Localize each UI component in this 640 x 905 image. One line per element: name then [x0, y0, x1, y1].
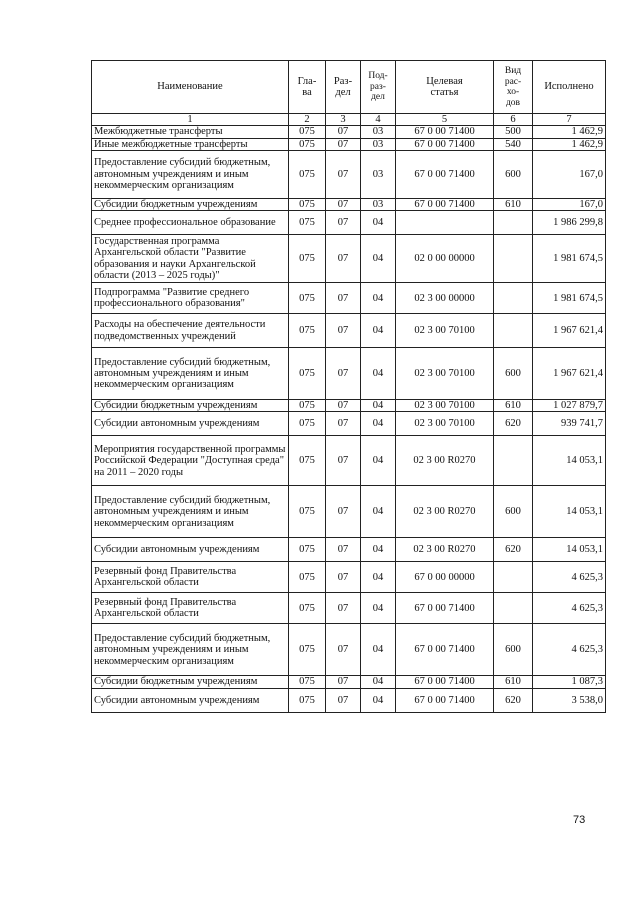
row-executed: 1 027 879,7 — [533, 400, 606, 412]
row-chapter: 075 — [289, 562, 326, 593]
column-number-row — [92, 114, 606, 126]
table-row — [92, 538, 606, 562]
row-target-article: 02 3 00 70100 — [396, 400, 494, 412]
row-name: Предоставление субсидий бюджетным, автономным учреждениям и иным некоммерческим организациям — [92, 486, 289, 538]
row-target-article: 67 0 00 71400 — [396, 676, 494, 688]
row-expense-type: 540 — [494, 138, 533, 150]
row-chapter: 075 — [289, 593, 326, 624]
table-row — [92, 436, 606, 486]
row-executed: 1 462,9 — [533, 138, 606, 150]
row-subsection: 04 — [361, 436, 396, 486]
row-target-article: 02 3 00 R0270 — [396, 538, 494, 562]
row-expense-type: 620 — [494, 412, 533, 436]
row-target-article: 02 3 00 70100 — [396, 314, 494, 348]
header-row — [92, 61, 606, 114]
row-expense-type — [494, 283, 533, 314]
row-subsection: 03 — [361, 150, 396, 198]
row-target-article: 67 0 00 71400 — [396, 150, 494, 198]
row-name: Резервный фонд Правительства Архангельской области — [92, 593, 289, 624]
row-subsection: 04 — [361, 348, 396, 400]
row-target-article: 67 0 00 00000 — [396, 562, 494, 593]
row-section: 07 — [326, 412, 361, 436]
row-section: 07 — [326, 283, 361, 314]
row-name: Резервный фонд Правительства Архангельской области — [92, 562, 289, 593]
row-name: Предоставление субсидий бюджетным, автономным учреждениям и иным некоммерческим организациям — [92, 624, 289, 676]
table-row — [92, 211, 606, 235]
row-section: 07 — [326, 348, 361, 400]
row-subsection: 03 — [361, 198, 396, 210]
row-name: Субсидии автономным учреждениям — [92, 538, 289, 562]
row-subsection: 04 — [361, 486, 396, 538]
row-expense-type: 600 — [494, 486, 533, 538]
row-target-article: 67 0 00 71400 — [396, 138, 494, 150]
row-subsection: 04 — [361, 314, 396, 348]
row-executed: 1 087,3 — [533, 676, 606, 688]
column-number: 4 — [361, 114, 396, 126]
row-executed: 1 986 299,8 — [533, 211, 606, 235]
table-row — [92, 126, 606, 138]
row-section: 07 — [326, 314, 361, 348]
row-name: Расходы на обеспечение деятельности подведомственных учреждений — [92, 314, 289, 348]
row-expense-type: 610 — [494, 676, 533, 688]
row-expense-type — [494, 436, 533, 486]
row-section: 07 — [326, 126, 361, 138]
row-chapter: 075 — [289, 235, 326, 283]
row-executed: 4 625,3 — [533, 624, 606, 676]
row-expense-type: 610 — [494, 400, 533, 412]
page-number: 73 — [573, 814, 586, 826]
row-expense-type: 600 — [494, 624, 533, 676]
row-target-article: 02 3 00 70100 — [396, 348, 494, 400]
row-executed: 167,0 — [533, 150, 606, 198]
row-expense-type — [494, 211, 533, 235]
column-number: 7 — [533, 114, 606, 126]
row-chapter: 075 — [289, 314, 326, 348]
row-executed: 939 741,7 — [533, 412, 606, 436]
row-target-article: 02 0 00 00000 — [396, 235, 494, 283]
table-row — [92, 283, 606, 314]
row-name: Мероприятия государственной программы Российской Федерации "Доступная среда" на 2011 – 2020 годы — [92, 436, 289, 486]
row-section: 07 — [326, 688, 361, 712]
table-row — [92, 314, 606, 348]
column-number: 6 — [494, 114, 533, 126]
header-target: Целевая статья — [396, 61, 494, 114]
column-number: 3 — [326, 114, 361, 126]
row-subsection: 04 — [361, 538, 396, 562]
row-subsection: 03 — [361, 138, 396, 150]
row-subsection: 04 — [361, 688, 396, 712]
row-executed: 14 053,1 — [533, 538, 606, 562]
row-section: 07 — [326, 676, 361, 688]
row-chapter: 075 — [289, 412, 326, 436]
row-expense-type — [494, 562, 533, 593]
table-row — [92, 138, 606, 150]
row-section: 07 — [326, 400, 361, 412]
row-expense-type: 610 — [494, 198, 533, 210]
row-subsection: 04 — [361, 412, 396, 436]
table-row — [92, 150, 606, 198]
row-name: Государственная программа Архангельской области "Развитие образования и науки Архангельской области (2013 – 2025 годы)" — [92, 235, 289, 283]
row-executed: 14 053,1 — [533, 486, 606, 538]
row-subsection: 04 — [361, 562, 396, 593]
row-expense-type: 500 — [494, 126, 533, 138]
table-row — [92, 676, 606, 688]
row-target-article: 02 3 00 00000 — [396, 283, 494, 314]
row-name: Субсидии автономным учреждениям — [92, 688, 289, 712]
row-section: 07 — [326, 486, 361, 538]
row-executed: 4 625,3 — [533, 593, 606, 624]
row-target-article — [396, 211, 494, 235]
row-section: 07 — [326, 138, 361, 150]
header-executed: Исполнено — [533, 61, 606, 114]
row-target-article: 02 3 00 R0270 — [396, 436, 494, 486]
row-name: Предоставление субсидий бюджетным, автономным учреждениям и иным некоммерческим организациям — [92, 348, 289, 400]
row-executed: 4 625,3 — [533, 562, 606, 593]
row-section: 07 — [326, 562, 361, 593]
row-subsection: 04 — [361, 624, 396, 676]
row-section: 07 — [326, 235, 361, 283]
row-name: Подпрограмма "Развитие среднего профессионального образования" — [92, 283, 289, 314]
row-executed: 167,0 — [533, 198, 606, 210]
row-chapter: 075 — [289, 624, 326, 676]
table-row — [92, 486, 606, 538]
row-section: 07 — [326, 150, 361, 198]
row-executed: 1 981 674,5 — [533, 283, 606, 314]
row-executed: 3 538,0 — [533, 688, 606, 712]
header-section: Раз- дел — [326, 61, 361, 114]
row-name: Предоставление субсидий бюджетным, автономным учреждениям и иным некоммерческим организациям — [92, 150, 289, 198]
row-expense-type — [494, 314, 533, 348]
row-target-article: 67 0 00 71400 — [396, 593, 494, 624]
row-chapter: 075 — [289, 538, 326, 562]
table-body — [92, 126, 606, 712]
budget-table — [91, 60, 606, 713]
table-row — [92, 400, 606, 412]
row-chapter: 075 — [289, 150, 326, 198]
row-executed: 14 053,1 — [533, 436, 606, 486]
row-executed: 1 981 674,5 — [533, 235, 606, 283]
row-section: 07 — [326, 593, 361, 624]
row-name: Субсидии бюджетным учреждениям — [92, 198, 289, 210]
row-section: 07 — [326, 538, 361, 562]
column-number: 1 — [92, 114, 289, 126]
table-row — [92, 348, 606, 400]
row-chapter: 075 — [289, 486, 326, 538]
row-name: Иные межбюджетные трансферты — [92, 138, 289, 150]
row-name: Субсидии бюджетным учреждениям — [92, 676, 289, 688]
row-chapter: 075 — [289, 688, 326, 712]
row-chapter: 075 — [289, 211, 326, 235]
row-target-article: 67 0 00 71400 — [396, 198, 494, 210]
row-section: 07 — [326, 211, 361, 235]
row-chapter: 075 — [289, 138, 326, 150]
row-subsection: 03 — [361, 126, 396, 138]
table-row — [92, 235, 606, 283]
table-row — [92, 688, 606, 712]
table-row — [92, 412, 606, 436]
table-row — [92, 198, 606, 210]
row-chapter: 075 — [289, 126, 326, 138]
table-row — [92, 562, 606, 593]
row-chapter: 075 — [289, 198, 326, 210]
row-name: Субсидии автономным учреждениям — [92, 412, 289, 436]
row-subsection: 04 — [361, 593, 396, 624]
column-number: 5 — [396, 114, 494, 126]
row-subsection: 04 — [361, 235, 396, 283]
row-subsection: 04 — [361, 211, 396, 235]
row-chapter: 075 — [289, 676, 326, 688]
row-executed: 1 967 621,4 — [533, 314, 606, 348]
header-expense-type: Вид рас- хо- дов — [494, 61, 533, 114]
header-subsection: Под- раз- дел — [361, 61, 396, 114]
row-subsection: 04 — [361, 400, 396, 412]
row-target-article: 67 0 00 71400 — [396, 624, 494, 676]
row-section: 07 — [326, 436, 361, 486]
row-section: 07 — [326, 624, 361, 676]
row-executed: 1 462,9 — [533, 126, 606, 138]
row-expense-type: 600 — [494, 150, 533, 198]
row-expense-type — [494, 235, 533, 283]
column-number: 2 — [289, 114, 326, 126]
header-chapter: Гла- ва — [289, 61, 326, 114]
table-row — [92, 593, 606, 624]
row-expense-type: 600 — [494, 348, 533, 400]
row-name: Среднее профессиональное образование — [92, 211, 289, 235]
row-target-article: 02 3 00 70100 — [396, 412, 494, 436]
row-section: 07 — [326, 198, 361, 210]
row-subsection: 04 — [361, 676, 396, 688]
row-chapter: 075 — [289, 436, 326, 486]
row-subsection: 04 — [361, 283, 396, 314]
row-chapter: 075 — [289, 348, 326, 400]
row-chapter: 075 — [289, 283, 326, 314]
row-expense-type: 620 — [494, 688, 533, 712]
table-row — [92, 624, 606, 676]
row-target-article: 67 0 00 71400 — [396, 126, 494, 138]
header-name: Наименование — [92, 61, 289, 114]
row-target-article: 67 0 00 71400 — [396, 688, 494, 712]
row-executed: 1 967 621,4 — [533, 348, 606, 400]
row-chapter: 075 — [289, 400, 326, 412]
row-expense-type: 620 — [494, 538, 533, 562]
row-expense-type — [494, 593, 533, 624]
row-target-article: 02 3 00 R0270 — [396, 486, 494, 538]
row-name: Межбюджетные трансферты — [92, 126, 289, 138]
row-name: Субсидии бюджетным учреждениям — [92, 400, 289, 412]
